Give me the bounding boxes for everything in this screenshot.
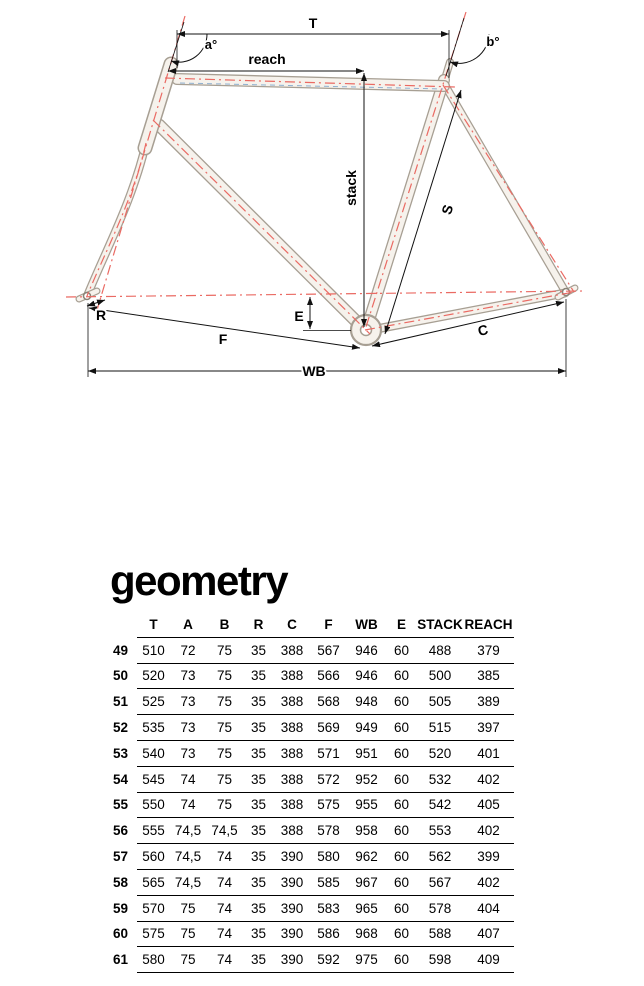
- value-cell: 75: [206, 663, 243, 689]
- value-cell: 74: [206, 921, 243, 947]
- value-cell: 74: [170, 766, 206, 792]
- value-cell: 74: [206, 895, 243, 921]
- value-cell: 542: [417, 792, 463, 818]
- value-cell: 568: [310, 689, 347, 715]
- value-cell: 75: [206, 689, 243, 715]
- dim-seat-angle-arc: [450, 34, 489, 63]
- value-cell: 60: [386, 637, 417, 663]
- label-wheelbase: WB: [302, 363, 326, 379]
- column-header: C: [274, 612, 310, 637]
- value-cell: 388: [274, 663, 310, 689]
- label-reach: reach: [248, 51, 286, 67]
- value-cell: 488: [417, 637, 463, 663]
- size-label: 56: [112, 823, 128, 839]
- value-cell: 35: [243, 844, 274, 870]
- value-cell: 515: [417, 715, 463, 741]
- value-cell: 60: [386, 766, 417, 792]
- value-cell: 74: [206, 844, 243, 870]
- value-cell: 74: [206, 869, 243, 895]
- label-bb-drop: E: [294, 308, 304, 324]
- size-label: 57: [112, 849, 128, 865]
- label-front-center: F: [218, 331, 228, 347]
- value-cell: 388: [274, 818, 310, 844]
- label-seat-angle: b°: [486, 34, 500, 49]
- value-cell: 409: [463, 947, 514, 973]
- value-cell: 60: [386, 663, 417, 689]
- value-cell: 385: [463, 663, 514, 689]
- label-stack: stack: [343, 170, 359, 206]
- value-cell: 562: [417, 844, 463, 870]
- corner-cell: [106, 612, 137, 637]
- value-cell: 592: [310, 947, 347, 973]
- value-cell: 388: [274, 792, 310, 818]
- value-cell: 60: [386, 947, 417, 973]
- value-cell: 532: [417, 766, 463, 792]
- value-cell: 60: [386, 715, 417, 741]
- value-cell: 390: [274, 844, 310, 870]
- value-cell: 73: [170, 663, 206, 689]
- value-cell: 571: [310, 740, 347, 766]
- value-cell: 390: [274, 895, 310, 921]
- size-label: 51: [112, 694, 128, 710]
- dimension-labels: [96, 15, 500, 379]
- value-cell: 958: [347, 818, 386, 844]
- value-cell: 578: [417, 895, 463, 921]
- value-cell: 510: [137, 637, 170, 663]
- value-cell: 569: [310, 715, 347, 741]
- value-cell: 388: [274, 637, 310, 663]
- value-cell: 75: [206, 766, 243, 792]
- value-cell: 75: [170, 895, 206, 921]
- size-label: 54: [112, 771, 128, 787]
- bike-frame-diagram-svg: [0, 0, 644, 410]
- value-cell: 75: [206, 740, 243, 766]
- value-cell: 535: [137, 715, 170, 741]
- value-cell: 952: [347, 766, 386, 792]
- header-row: [106, 612, 514, 637]
- value-cell: 35: [243, 921, 274, 947]
- column-header: STACK: [417, 612, 463, 637]
- table-row: [106, 895, 514, 921]
- value-cell: 73: [170, 715, 206, 741]
- value-cell: 75: [206, 715, 243, 741]
- frame-geometry-diagram: [0, 0, 644, 410]
- table-row: [106, 844, 514, 870]
- value-cell: 951: [347, 740, 386, 766]
- value-cell: 570: [137, 895, 170, 921]
- value-cell: 35: [243, 869, 274, 895]
- value-cell: 578: [310, 818, 347, 844]
- value-cell: 500: [417, 663, 463, 689]
- value-cell: 555: [137, 818, 170, 844]
- value-cell: 388: [274, 715, 310, 741]
- value-cell: 505: [417, 689, 463, 715]
- size-label: 61: [112, 952, 128, 968]
- dim-rake: [87, 300, 105, 306]
- value-cell: 967: [347, 869, 386, 895]
- value-cell: 975: [347, 947, 386, 973]
- value-cell: 389: [463, 689, 514, 715]
- size-label: 59: [112, 900, 128, 916]
- value-cell: 74,5: [170, 818, 206, 844]
- value-cell: 580: [137, 947, 170, 973]
- size-label: 49: [112, 642, 128, 658]
- value-cell: 550: [137, 792, 170, 818]
- value-cell: 525: [137, 689, 170, 715]
- value-cell: 598: [417, 947, 463, 973]
- value-cell: 588: [417, 921, 463, 947]
- page-title: geometry: [110, 557, 288, 604]
- size-label: 55: [112, 797, 128, 813]
- table-row: [106, 792, 514, 818]
- value-cell: 560: [137, 844, 170, 870]
- table-row: [106, 766, 514, 792]
- value-cell: 75: [170, 947, 206, 973]
- value-cell: 74: [206, 947, 243, 973]
- value-cell: 74: [170, 792, 206, 818]
- frame-tubes: [79, 62, 575, 345]
- value-cell: 35: [243, 715, 274, 741]
- table-row: [106, 947, 514, 973]
- value-cell: 75: [206, 637, 243, 663]
- value-cell: 575: [310, 792, 347, 818]
- size-label: 60: [112, 926, 128, 942]
- value-cell: 35: [243, 895, 274, 921]
- value-cell: 60: [386, 869, 417, 895]
- value-cell: 580: [310, 844, 347, 870]
- value-cell: 397: [463, 715, 514, 741]
- value-cell: 586: [310, 921, 347, 947]
- value-cell: 60: [386, 921, 417, 947]
- value-cell: 955: [347, 792, 386, 818]
- column-header: A: [170, 612, 206, 637]
- table-row: [106, 715, 514, 741]
- table-row: [106, 740, 514, 766]
- value-cell: 35: [243, 663, 274, 689]
- value-cell: 567: [310, 637, 347, 663]
- size-label: 50: [112, 668, 128, 684]
- value-cell: 72: [170, 637, 206, 663]
- value-cell: 567: [417, 869, 463, 895]
- value-cell: 965: [347, 895, 386, 921]
- value-cell: 60: [386, 844, 417, 870]
- geometry-table: [106, 612, 514, 973]
- value-cell: 75: [206, 792, 243, 818]
- value-cell: 35: [243, 766, 274, 792]
- value-cell: 74,5: [170, 869, 206, 895]
- value-cell: 60: [386, 818, 417, 844]
- column-header: F: [310, 612, 347, 637]
- value-cell: 60: [386, 740, 417, 766]
- value-cell: 520: [417, 740, 463, 766]
- table-row: [106, 689, 514, 715]
- value-cell: 35: [243, 947, 274, 973]
- value-cell: 35: [243, 689, 274, 715]
- value-cell: 565: [137, 869, 170, 895]
- label-head-angle: a°: [204, 37, 218, 52]
- label-rake: R: [95, 307, 107, 323]
- column-header: R: [243, 612, 274, 637]
- value-cell: 401: [463, 740, 514, 766]
- value-cell: 60: [386, 792, 417, 818]
- value-cell: 399: [463, 844, 514, 870]
- value-cell: 35: [243, 637, 274, 663]
- value-cell: 968: [347, 921, 386, 947]
- value-cell: 388: [274, 740, 310, 766]
- value-cell: 962: [347, 844, 386, 870]
- label-chainstay: C: [476, 321, 490, 339]
- value-cell: 35: [243, 792, 274, 818]
- value-cell: 75: [170, 921, 206, 947]
- column-header: WB: [347, 612, 386, 637]
- value-cell: 402: [463, 869, 514, 895]
- value-cell: 520: [137, 663, 170, 689]
- value-cell: 948: [347, 689, 386, 715]
- value-cell: 35: [243, 818, 274, 844]
- value-cell: 566: [310, 663, 347, 689]
- size-label: 58: [112, 874, 128, 890]
- value-cell: 73: [170, 689, 206, 715]
- dim-head-angle-arc: [171, 34, 207, 62]
- column-header: T: [137, 612, 170, 637]
- value-cell: 946: [347, 663, 386, 689]
- value-cell: 553: [417, 818, 463, 844]
- value-cell: 73: [170, 740, 206, 766]
- table-row: [106, 869, 514, 895]
- value-cell: 407: [463, 921, 514, 947]
- value-cell: 575: [137, 921, 170, 947]
- table-row: [106, 921, 514, 947]
- column-header: E: [386, 612, 417, 637]
- value-cell: 388: [274, 689, 310, 715]
- value-cell: 572: [310, 766, 347, 792]
- table-row: [106, 663, 514, 689]
- value-cell: 74,5: [206, 818, 243, 844]
- value-cell: 35: [243, 740, 274, 766]
- value-cell: 402: [463, 818, 514, 844]
- column-header: B: [206, 612, 243, 637]
- value-cell: 583: [310, 895, 347, 921]
- value-cell: 545: [137, 766, 170, 792]
- table-body: [106, 637, 514, 972]
- value-cell: 540: [137, 740, 170, 766]
- size-label: 52: [112, 720, 128, 736]
- column-header: REACH: [463, 612, 514, 637]
- dimension-lines: [87, 18, 566, 377]
- value-cell: 402: [463, 766, 514, 792]
- value-cell: 390: [274, 947, 310, 973]
- value-cell: 379: [463, 637, 514, 663]
- label-seat-tube-length: S: [438, 202, 457, 217]
- value-cell: 585: [310, 869, 347, 895]
- value-cell: 949: [347, 715, 386, 741]
- value-cell: 404: [463, 895, 514, 921]
- value-cell: 60: [386, 895, 417, 921]
- value-cell: 405: [463, 792, 514, 818]
- table-row: [106, 637, 514, 663]
- value-cell: 390: [274, 921, 310, 947]
- value-cell: 390: [274, 869, 310, 895]
- table-row: [106, 818, 514, 844]
- value-cell: 74,5: [170, 844, 206, 870]
- size-label: 53: [112, 745, 128, 761]
- value-cell: 946: [347, 637, 386, 663]
- value-cell: 388: [274, 766, 310, 792]
- value-cell: 60: [386, 689, 417, 715]
- label-top-tube: T: [308, 15, 318, 31]
